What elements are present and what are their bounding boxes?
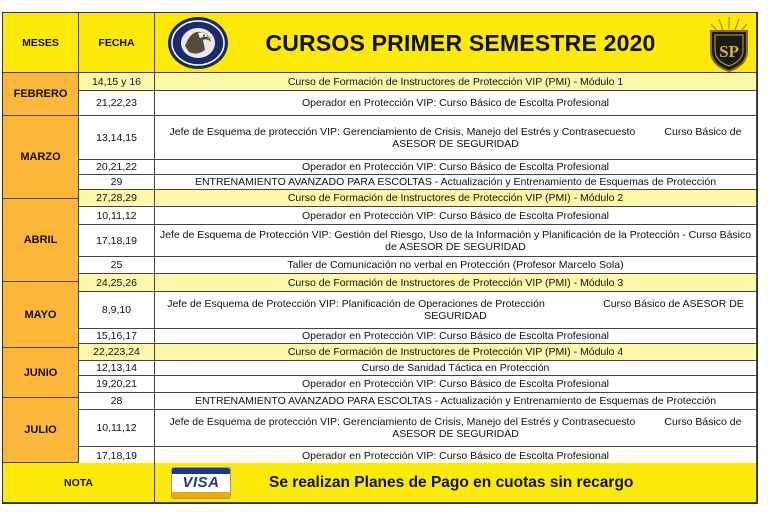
date-text: 8,9,10 bbox=[101, 304, 132, 316]
date-cell bbox=[79, 329, 155, 344]
course-cell bbox=[155, 91, 757, 116]
month-label: MARZO bbox=[20, 151, 61, 163]
sp-logo-text: SP bbox=[719, 42, 739, 61]
date-text: 10,11,12 bbox=[96, 209, 137, 222]
course-text: Operador en Protección VIP: Curso Básico de Escolta Profesional bbox=[302, 97, 609, 109]
month-label: JUNIO bbox=[23, 366, 58, 379]
date-cell bbox=[79, 257, 155, 274]
course-text: Operador en Protección VIP: Curso Básico de Escolta Profesional bbox=[302, 330, 609, 342]
course-text: Operador en Protección VIP: Curso Básico de Escolta Profesional bbox=[302, 209, 609, 222]
course-cell-highlighted bbox=[155, 190, 757, 207]
course-text: Taller de Comunicación no verbal en Protección (Profesor Marcelo Sola) bbox=[287, 259, 624, 271]
sp-shield-icon bbox=[703, 15, 755, 73]
date-text: 20,21,22 bbox=[96, 161, 137, 173]
date-text: 13,14,15 bbox=[96, 131, 137, 144]
months-header bbox=[3, 13, 79, 73]
course-text: Curso de Formación de Instructores de Protección VIP (PMI) - Módulo 3 bbox=[287, 276, 624, 289]
date-cell bbox=[79, 175, 155, 190]
course-cell bbox=[155, 207, 757, 225]
date-cell bbox=[79, 207, 155, 225]
date-header-label: FECHA bbox=[98, 36, 135, 49]
month-label: ABRIL bbox=[23, 234, 58, 246]
course-text: Operador en Protección VIP: Curso Básico de Escolta Profesional bbox=[302, 449, 609, 462]
date-cell bbox=[79, 344, 155, 361]
course-text: Jefe de Esquema de protección VIP: Gerenciamiento de Crisis, Manejo del Estrés y Contrasecuesto Curso Básico de ASESOR DE SEGURIDAD bbox=[169, 125, 744, 150]
date-cell bbox=[79, 160, 155, 175]
course-text: ENTRENAMIENTO AVANZADO PARA ESCOLTAS - Actualización y Entrenamiento de Esquemas de Protección bbox=[194, 176, 717, 188]
date-header bbox=[79, 13, 155, 73]
date-cell bbox=[79, 225, 155, 257]
date-text: 17,18,19 bbox=[96, 449, 137, 462]
course-text: Curso de Formación de Instructores de Protección VIP (PMI) - Módulo 2 bbox=[287, 192, 624, 204]
month-label: JULIO bbox=[24, 424, 57, 436]
date-text: 21,22,23 bbox=[96, 97, 137, 109]
title-banner bbox=[155, 13, 757, 73]
date-cell bbox=[79, 393, 155, 410]
course-cell bbox=[155, 361, 757, 376]
course-cell bbox=[155, 116, 757, 160]
course-text: Operador en Protección VIP: Curso Básico de Escolta Profesional bbox=[302, 378, 609, 390]
note-text: Se realizan Planes de Pago en cuotas sin recargo bbox=[269, 473, 634, 491]
visa-card-icon bbox=[171, 467, 231, 499]
months-header-label: MESES bbox=[22, 36, 59, 49]
date-text: 19,20,21 bbox=[96, 378, 137, 390]
date-cell bbox=[79, 376, 155, 393]
course-text: Curso de Formación de Instructores de Protección VIP (PMI) - Módulo 4 bbox=[287, 346, 624, 358]
date-text: 28 bbox=[110, 395, 123, 407]
month-cell-febrero bbox=[3, 73, 79, 116]
course-text: Curso de Sanidad Táctica en Protección bbox=[361, 362, 550, 374]
course-cell-highlighted bbox=[155, 73, 757, 91]
course-cell bbox=[155, 292, 757, 329]
date-text: 15,16,17 bbox=[96, 330, 137, 342]
course-text: Jefe de Esquema de Protección VIP: Gestión del Riesgo, Uso de la Información y Planificación de la Protección - Curso Básico de ASESOR DE SEGURIDAD bbox=[159, 228, 755, 253]
course-cell bbox=[155, 376, 757, 393]
date-cell bbox=[79, 410, 155, 447]
date-text: 25 bbox=[110, 259, 123, 271]
date-cell bbox=[79, 361, 155, 376]
course-cell-highlighted bbox=[155, 274, 757, 292]
date-cell bbox=[79, 116, 155, 160]
course-schedule-table bbox=[2, 12, 758, 504]
course-cell bbox=[155, 329, 757, 344]
month-cell-mayo bbox=[3, 282, 79, 348]
month-label: FEBRERO bbox=[13, 88, 68, 100]
course-text: Jefe de Esquema de Protección VIP: Planificación de Operaciones de Protección Curso Básico de ASESOR DE SEGURIDAD bbox=[167, 298, 747, 322]
date-text: 10,11,12 bbox=[96, 422, 137, 434]
date-text: 27,28,29 bbox=[96, 192, 137, 204]
course-cell bbox=[155, 257, 757, 274]
month-label: MAYO bbox=[24, 308, 57, 321]
date-cell bbox=[79, 292, 155, 329]
note-cell bbox=[155, 463, 757, 503]
note-label: NOTA bbox=[64, 476, 93, 489]
date-text: 24,25,26 bbox=[96, 276, 137, 289]
note-label-cell bbox=[3, 463, 155, 503]
month-cell-marzo bbox=[3, 116, 79, 199]
date-text: 22,223,24 bbox=[93, 346, 140, 358]
month-cell-julio bbox=[3, 398, 79, 463]
date-text: 17,18,19 bbox=[96, 234, 137, 247]
date-text: 12,13,14 bbox=[96, 362, 137, 374]
date-cell bbox=[79, 274, 155, 292]
date-cell bbox=[79, 73, 155, 91]
course-text: ENTRENAMIENTO AVANZADO PARA ESCOLTAS - Actualización y Entrenamiento de Esquemas de Protección bbox=[194, 395, 717, 407]
visa-logo-text: VISA bbox=[182, 473, 220, 491]
course-cell bbox=[155, 410, 757, 447]
course-text: Curso de Formación de Instructores de Protección VIP (PMI) - Módulo 1 bbox=[287, 75, 624, 88]
month-cell-junio bbox=[3, 348, 79, 398]
date-cell bbox=[79, 91, 155, 116]
month-cell-abril bbox=[3, 199, 79, 282]
page-title: CURSOS PRIMER SEMESTRE 2020 bbox=[265, 29, 656, 56]
course-cell bbox=[155, 160, 757, 175]
course-cell bbox=[155, 393, 757, 410]
eagle-badge-icon bbox=[167, 16, 229, 70]
course-text: Operador en Protección VIP: Curso Básico de Escolta Profesional bbox=[302, 161, 609, 173]
date-cell bbox=[79, 190, 155, 207]
course-text: Jefe de Esquema de protección VIP: Gerenciamiento de Crisis, Manejo del Estrés y Contrasecuesto Curso Básico de ASESOR DE SEGURIDAD bbox=[169, 416, 744, 440]
course-cell bbox=[155, 225, 757, 257]
course-cell-highlighted bbox=[155, 344, 757, 361]
course-cell bbox=[155, 175, 757, 190]
date-text: 14,15 y 16 bbox=[91, 75, 142, 88]
date-text: 29 bbox=[110, 176, 123, 188]
